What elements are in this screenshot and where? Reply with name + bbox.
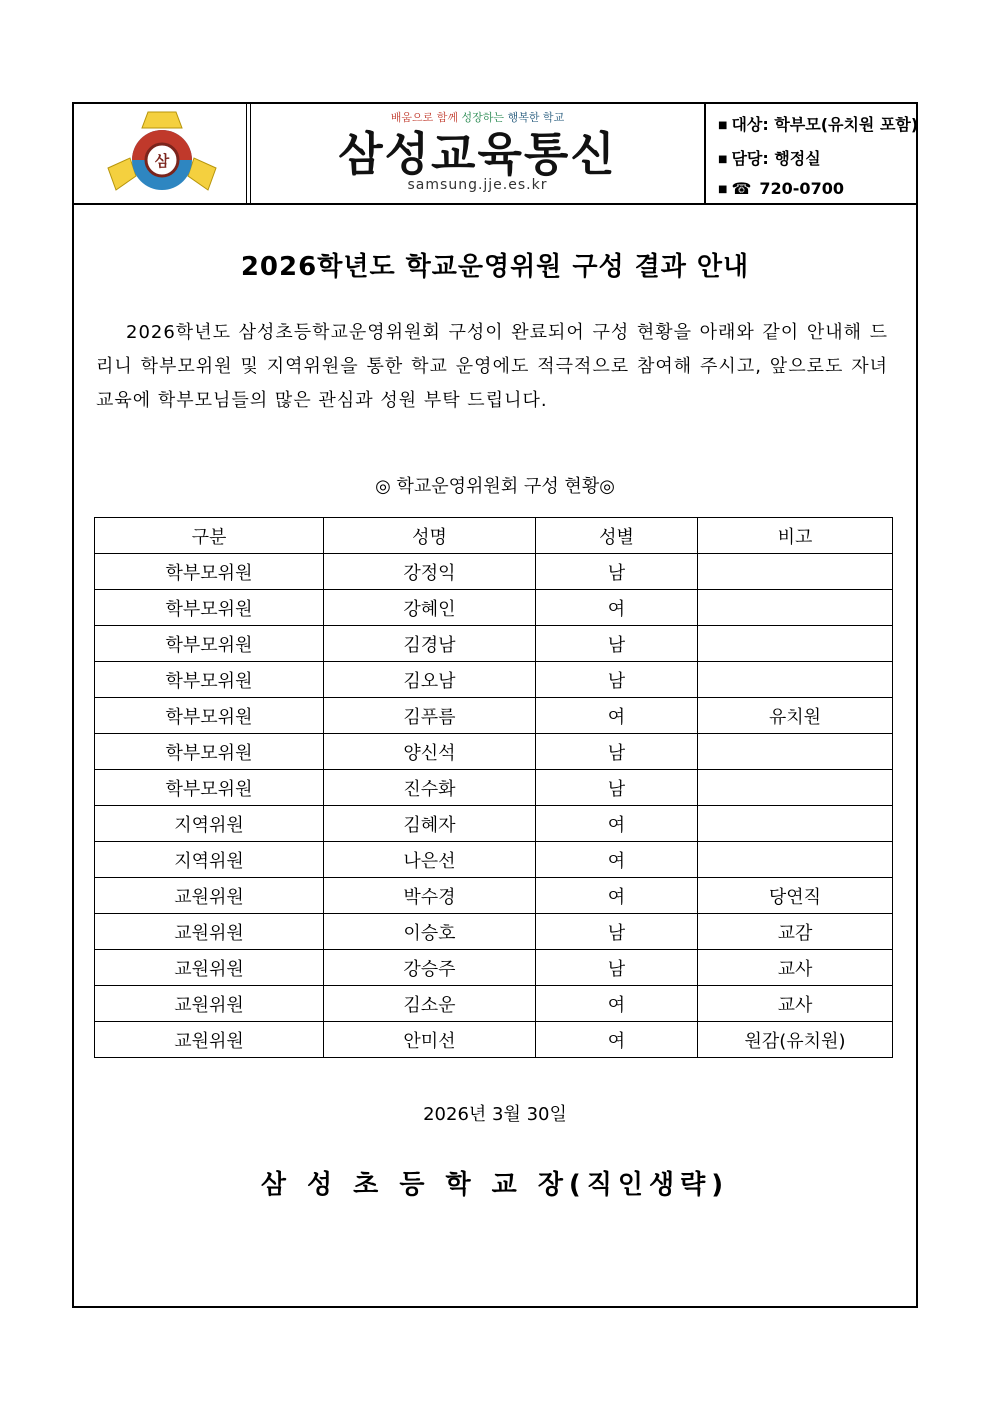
table-row [95,914,893,950]
table-row [95,734,893,770]
gender-cell: 여 [536,986,698,1022]
slogan-part-3: 행복한 학교 [507,111,565,124]
bullet-square-icon: ■ [718,120,728,131]
name-cell: 안미선 [324,1022,536,1058]
note-cell [698,842,893,878]
category-cell: 교원위원 [95,1022,324,1058]
name-cell: 강정익 [324,554,536,590]
category-cell: 학부모위원 [95,590,324,626]
name-cell: 이승호 [324,914,536,950]
name-cell: 김경남 [324,626,536,662]
category-cell: 학부모위원 [95,626,324,662]
note-cell [698,590,893,626]
table-row [95,842,893,878]
name-cell: 김푸름 [324,698,536,734]
table-row [95,770,893,806]
note-cell: 당연직 [698,878,893,914]
name-cell: 강혜인 [324,590,536,626]
table-title: ◎ 학교운영위원회 구성 현황◎ [375,476,615,497]
note-cell [698,734,893,770]
category-cell: 학부모위원 [95,554,324,590]
gender-cell: 여 [536,590,698,626]
note-cell: 교감 [698,914,893,950]
gender-cell: 여 [536,806,698,842]
note-cell [698,554,893,590]
bullet-square-icon: ■ [718,154,728,165]
phone-text: 720-0700 [759,179,844,198]
phone-line [718,179,844,198]
committee-table [94,517,893,1058]
name-cell: 김오남 [324,662,536,698]
signer: 삼 성 초 등 학 교 장(직인생략) [260,1170,730,1200]
target-text: 대상: 학부모(유치원 포함) [731,115,919,134]
table-row [95,986,893,1022]
newsletter-brand: 삼성교육통신 [338,127,617,181]
table-row [95,950,893,986]
slogan-part-2: 성장하는 [461,111,508,124]
name-cell: 김혜자 [324,806,536,842]
manager-line [718,146,821,169]
name-cell: 양신석 [324,734,536,770]
table-row [95,554,893,590]
name-cell: 진수화 [324,770,536,806]
note-cell [698,626,893,662]
gender-cell: 남 [536,950,698,986]
category-cell: 지역위원 [95,806,324,842]
note-cell: 유치원 [698,698,893,734]
category-cell: 학부모위원 [95,770,324,806]
header-cell: 성명 [324,518,536,554]
gender-cell: 남 [536,770,698,806]
note-cell [698,770,893,806]
slogan-part-1: 배움으로 함께 [390,111,462,124]
bullet-square-icon: ■ [718,184,728,195]
note-cell: 원감(유치원) [698,1022,893,1058]
name-cell: 나은선 [324,842,536,878]
gender-cell: 남 [536,734,698,770]
school-url[interactable]: samsung.jje.es.kr [407,177,548,193]
school-emblem-icon [102,106,222,202]
category-cell: 학부모위원 [95,734,324,770]
gender-cell: 여 [536,842,698,878]
body-paragraph [96,316,888,418]
emblem-text: 삼 [154,152,170,170]
note-cell: 교사 [698,950,893,986]
document-frame [72,102,918,1308]
category-cell: 교원위원 [95,950,324,986]
table-header-row [95,518,893,554]
gender-cell: 남 [536,662,698,698]
header-cell: 비고 [698,518,893,554]
table-row [95,806,893,842]
name-cell: 김소운 [324,986,536,1022]
header-cell: 성별 [536,518,698,554]
note-cell: 교사 [698,986,893,1022]
note-cell [698,806,893,842]
gender-cell: 남 [536,914,698,950]
table-row [95,662,893,698]
gender-cell: 여 [536,1022,698,1058]
newsletter-header [74,104,919,205]
category-cell: 지역위원 [95,842,324,878]
document-title: 2026학년도 학교운영위원 구성 결과 안내 [240,252,750,282]
target-line [718,112,918,135]
note-cell [698,662,893,698]
table-row [95,590,893,626]
table-row [95,698,893,734]
document-date: 2026년 3월 30일 [423,1104,567,1125]
body-text: 2026학년도 삼성초등학교운영위원회 구성이 완료되어 구성 현황을 아래와 같이 안내해 드리니 학부모위원 및 지역위원을 통한 학교 운영에도 적극적으로 참여해 주시고, 앞으로도 자녀 교육에 학부모님들의 많은 관심과 성원 부탁 드립니다. [96,322,888,411]
category-cell: 학부모위원 [95,698,324,734]
gender-cell: 남 [536,554,698,590]
category-cell: 교원위원 [95,878,324,914]
name-cell: 박수경 [324,878,536,914]
manager-text: 담당: 행정실 [731,149,821,168]
header-cell: 구분 [95,518,324,554]
category-cell: 교원위원 [95,914,324,950]
category-cell: 교원위원 [95,986,324,1022]
logo-cell [74,104,251,203]
table-row [95,626,893,662]
category-cell: 학부모위원 [95,662,324,698]
title-cell [251,104,706,203]
gender-cell: 남 [536,626,698,662]
table-row [95,1022,893,1058]
gender-cell: 여 [536,698,698,734]
info-cell [706,104,919,203]
phone-icon: ☎ [731,179,752,198]
gender-cell: 여 [536,878,698,914]
table-body [95,554,893,1058]
table-row [95,878,893,914]
name-cell: 강승주 [324,950,536,986]
